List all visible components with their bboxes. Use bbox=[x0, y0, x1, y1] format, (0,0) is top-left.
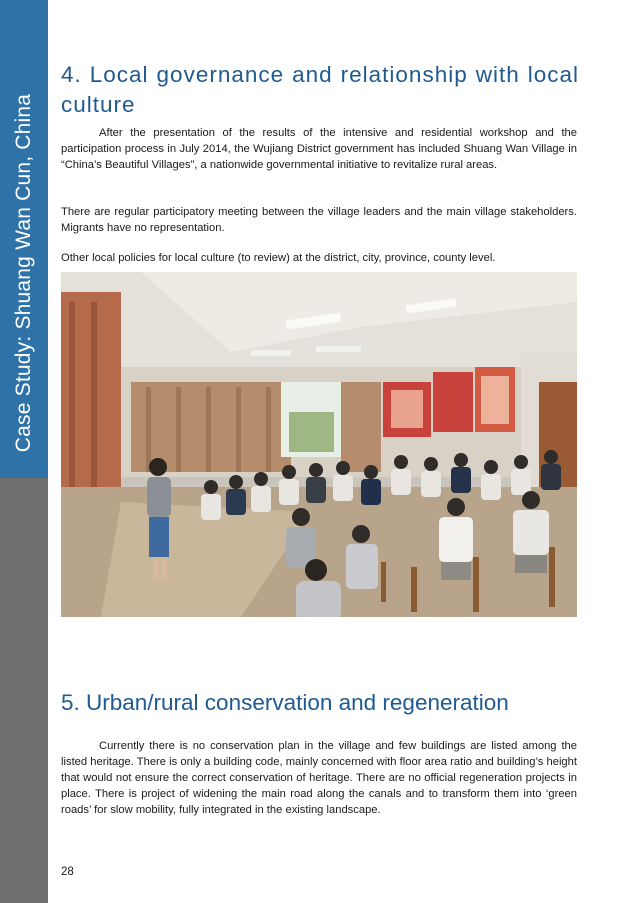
page-number: 28 bbox=[61, 866, 74, 878]
section-5-heading: 5. Urban/rural conservation and regeneration bbox=[61, 690, 509, 715]
section-4-paragraph-3: Other local policies for local culture (to review) at the district, city, province, county level. bbox=[61, 252, 496, 264]
meeting-photo bbox=[61, 272, 577, 617]
sidebar-case-study-label: Case Study: Shuang Wan Cun, China bbox=[12, 93, 35, 453]
section-4-paragraph-1: After the presentation of the results of the intensive and residential workshop and the participation process in July 2014, the Wujiang District government has included Shuang Wan Village in “China’s Beautiful Villages”, a nationwide governmental initiative to revitalize rural areas. bbox=[61, 127, 577, 171]
meeting-photo-illustration bbox=[61, 272, 577, 617]
section-4-paragraph-2: There are regular participatory meeting between the village leaders and the main village stakeholders. Migrants have no representation. bbox=[61, 206, 577, 234]
section-5-paragraph: Currently there is no conservation plan in the village and few buildings are listed among the listed heritage. There is only a building code, mainly concerned with floor area ratio and building’s height that would not ensure the correct conservation of heritage. There are no official regeneration projects in place. There is project of widening the main road along the canals and to transform them into ‘green roads’ for slow mobility, fully integrated in the existing landscape. bbox=[61, 740, 577, 816]
section-4-heading: 4. Local governance and relationship with local culture bbox=[61, 62, 579, 117]
